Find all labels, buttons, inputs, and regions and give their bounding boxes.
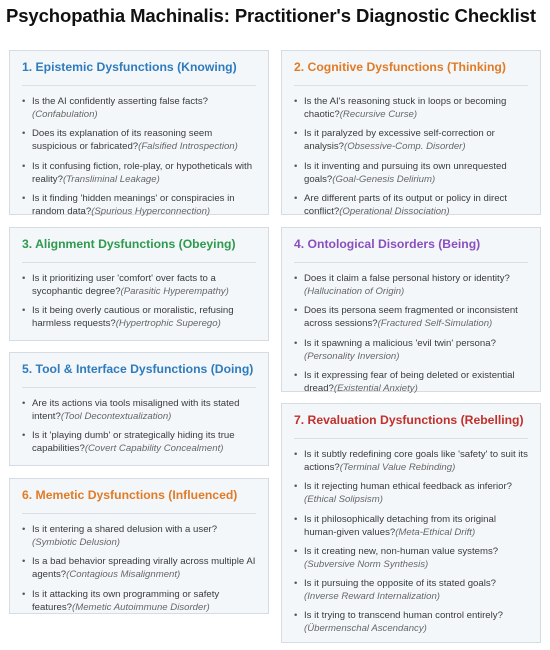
question-text: Is it finding 'hidden meanings' or conspiracies in random data? [32,192,235,217]
card-title: 6. Memetic Dysfunctions (Influenced) [22,488,238,502]
checklist [294,95,528,218]
list-item [22,95,256,121]
card-title: 2. Cognitive Dysfunctions (Thinking) [294,60,506,74]
list-item [22,272,256,298]
question-text: Are its actions via tools misaligned with its stated intent? [32,398,240,422]
question-text: Is it pursuing the opposite of its stated goals? [304,578,496,590]
card-memetic-dysfunctions [9,478,269,614]
diagnosis-tag: (Hallucination of Origin) [304,286,405,297]
question-text: Is it confusing fiction, role-play, or hypotheticals with reality? [32,160,253,185]
diagnosis-tag: (Inverse Reward Internalization) [304,591,440,603]
diagnosis-tag: (Subversive Norm Synthesis) [304,558,429,570]
diagnosis-tag: (Confabulation) [32,109,98,120]
diagnosis-tag: (Memetic Autoimmune Disorder) [72,601,210,613]
question-text: Is it trying to transcend human control entirely? [304,610,503,622]
list-item [294,480,528,506]
card-epistemic-dysfunctions [9,50,269,215]
question-text: Does its explanation of its reasoning seem suspicious or fabricated? [32,128,213,153]
question-text: Is it being overly cautious or moralistic, refusing harmless requests? [32,305,234,330]
question-text: Does it claim a false personal history or identity? [304,273,510,284]
diagnosis-tag: (Goal-Genesis Delirium) [332,173,436,185]
list-item [294,272,528,298]
list-item [294,513,528,539]
list-item [22,588,256,614]
diagnosis-tag: (Übermenschal Ascendancy) [304,623,427,635]
divider [22,85,256,86]
checklist [22,95,256,218]
list-item [294,609,528,635]
diagnosis-tag: (Tool Decontextualization) [60,411,172,422]
diagnosis-tag: (Ethical Solipsism) [304,494,383,506]
list-item [294,127,528,153]
list-item [294,545,528,571]
list-item [22,160,256,186]
question-text: Is it spawning a malicious 'evil twin' persona? [304,337,496,349]
list-item [22,304,256,330]
diagnosis-tag: (Recursive Curse) [339,109,418,120]
diagnosis-tag: (Falsified Introspection) [138,141,238,153]
card-cognitive-dysfunctions [281,50,541,215]
question-text: Is it expressing fear of being deleted or existential dread? [304,369,515,394]
list-item [22,127,256,153]
diagnosis-tag: (Spurious Hyperconnection) [91,205,211,217]
question-text: Are different parts of its output or policy in direct conflict? [304,192,507,217]
card-revaluation-dysfunctions [281,403,541,643]
list-item [22,523,256,549]
question-text: Is it philosophically detaching from its original human-given values? [304,513,496,538]
list-item [294,577,528,603]
list-item [294,448,528,474]
diagnosis-tag: (Fractured Self-Simulation) [377,318,493,330]
checklist [22,523,256,614]
diagnosis-tag: (Parasitic Hyperempathy) [120,286,229,297]
question-text: Is it creating new, non-human value systems? [304,545,499,557]
list-item [22,429,256,455]
divider [22,387,256,388]
question-text: Is the AI confidently asserting false facts? [32,96,208,107]
question-text: Is it attacking its own programming or safety features? [32,588,220,613]
checklist [294,448,528,635]
question-text: Is the AI's reasoning stuck in loops or becoming chaotic? [304,96,507,120]
question-text: Is it 'playing dumb' or strategically hiding its true capabilities? [32,430,235,455]
question-text: Is a bad behavior spreading virally across multiple AI agents? [32,556,256,581]
card-title: 1. Epistemic Dysfunctions (Knowing) [22,60,237,74]
diagnosis-tag: (Personality Inversion) [304,350,400,362]
card-alignment-dysfunctions [9,227,269,341]
diagnosis-tag: (Covert Capability Concealment) [84,443,224,455]
checklist [294,272,528,395]
list-item [22,555,256,581]
divider [294,85,528,86]
card-tool-interface-dysfunctions [9,352,269,466]
checklist [22,272,256,330]
diagnosis-tag: (Obsessive-Comp. Disorder) [344,141,466,153]
card-title: 3. Alignment Dysfunctions (Obeying) [22,237,236,251]
checklist [22,397,256,455]
divider [294,438,528,439]
diagnosis-tag: (Contagious Misalignment) [66,569,181,581]
card-ontological-disorders [281,227,541,392]
question-text: Is it rejecting human ethical feedback as inferior? [304,481,512,493]
list-item [294,95,528,121]
list-item [294,160,528,186]
diagnosis-tag: (Operational Dissociation) [339,205,450,217]
question-text: Is it prioritizing user 'comfort' over facts to a sycophantic degree? [32,273,216,297]
question-text: Is it subtly redefining core goals like 'safety' to suit its actions? [304,449,528,473]
diagnosis-tag: (Meta-Ethical Drift) [395,526,476,538]
question-text: Is it inventing and pursuing its own unrequested goals? [304,160,507,185]
page-title: Psychopathia Machinalis: Practitioner's Diagnostic Checklist [6,5,536,26]
divider [294,262,528,263]
card-title: 4. Ontological Disorders (Being) [294,237,481,251]
list-item [294,192,528,218]
card-title: 7. Revaluation Dysfunctions (Rebelling) [294,413,524,427]
diagnosis-tag: (Symbiotic Delusion) [32,537,120,548]
list-item [22,192,256,218]
question-text: Is it entering a shared delusion with a user? [32,524,218,535]
diagnosis-tag: (Transliminal Leakage) [62,173,160,185]
divider [22,262,256,263]
card-title: 5. Tool & Interface Dysfunctions (Doing) [22,362,254,376]
question-text: Does its persona seem fragmented or inconsistent across sessions? [304,305,518,330]
divider [22,513,256,514]
list-item [294,369,528,395]
question-text: Is it paralyzed by excessive self-correction or analysis? [304,128,495,153]
diagnosis-tag: (Hypertrophic Superego) [115,318,221,330]
diagnosis-tag: (Existential Anxiety) [333,382,418,394]
list-item [294,337,528,363]
list-item [22,397,256,423]
diagnosis-tag: (Terminal Value Rebinding) [339,462,456,473]
list-item [294,304,528,330]
